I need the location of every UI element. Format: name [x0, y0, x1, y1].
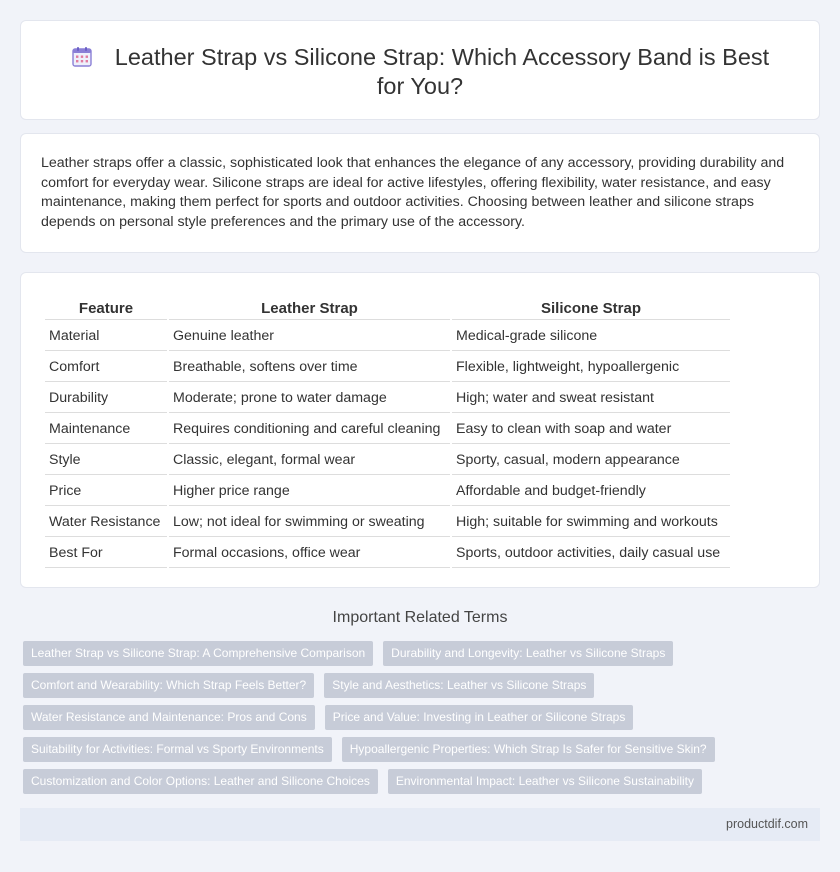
table-row [45, 353, 730, 382]
related-term-tag[interactable]: Environmental Impact: Leather vs Silicone Sustainability [388, 769, 702, 794]
table-row [45, 477, 730, 506]
header-card [20, 20, 820, 120]
tag-row [23, 705, 823, 737]
tag-row [23, 641, 823, 673]
comparison-table [43, 295, 732, 570]
cell-silicone: Easy to clean with soap and water [452, 415, 730, 444]
cell-silicone: Flexible, lightweight, hypoallergenic [452, 353, 730, 382]
header-feature: Feature [45, 297, 167, 320]
table-row [45, 508, 730, 537]
cell-leather: Breathable, softens over time [169, 353, 450, 382]
cell-silicone: Sporty, casual, modern appearance [452, 446, 730, 475]
table-row [45, 322, 730, 351]
header-silicone: Silicone Strap [452, 297, 730, 320]
cell-leather: Low; not ideal for swimming or sweating [169, 508, 450, 537]
footer [20, 808, 820, 841]
header-leather: Leather Strap [169, 297, 450, 320]
cell-leather: Formal occasions, office wear [169, 539, 450, 568]
table-row [45, 446, 730, 475]
cell-feature: Comfort [45, 353, 167, 382]
cell-feature: Style [45, 446, 167, 475]
cell-leather: Higher price range [169, 477, 450, 506]
title-wrap [21, 43, 819, 101]
related-terms-tags [23, 641, 823, 801]
table-header-row [45, 297, 730, 320]
cell-feature: Durability [45, 384, 167, 413]
cell-leather: Requires conditioning and careful cleaning [169, 415, 450, 444]
related-term-tag[interactable]: Comfort and Wearability: Which Strap Feels Better? [23, 673, 314, 698]
cell-feature: Best For [45, 539, 167, 568]
cell-feature: Price [45, 477, 167, 506]
related-term-tag[interactable]: Durability and Longevity: Leather vs Silicone Straps [383, 641, 673, 666]
related-term-tag[interactable]: Water Resistance and Maintenance: Pros and Cons [23, 705, 315, 730]
cell-silicone: Sports, outdoor activities, daily casual use [452, 539, 730, 568]
tag-row [23, 673, 823, 705]
page-title-text: Leather Strap vs Silicone Strap: Which Accessory Band is Best for You? [114, 44, 770, 99]
table-row [45, 415, 730, 444]
page-title [61, 43, 779, 101]
tag-row [23, 737, 823, 769]
cell-leather: Genuine leather [169, 322, 450, 351]
cell-silicone: Affordable and budget-friendly [452, 477, 730, 506]
intro-card [20, 133, 820, 253]
cell-feature: Maintenance [45, 415, 167, 444]
cell-silicone: High; water and sweat resistant [452, 384, 730, 413]
cell-feature: Water Resistance [45, 508, 167, 537]
related-term-tag[interactable]: Customization and Color Options: Leather and Silicone Choices [23, 769, 378, 794]
related-term-tag[interactable]: Leather Strap vs Silicone Strap: A Comprehensive Comparison [23, 641, 373, 666]
comparison-card [20, 272, 820, 588]
cell-leather: Moderate; prone to water damage [169, 384, 450, 413]
cell-silicone: Medical-grade silicone [452, 322, 730, 351]
related-terms-title: Important Related Terms [332, 609, 508, 626]
calendar-icon [71, 46, 93, 68]
related-term-tag[interactable]: Price and Value: Investing in Leather or Silicone Straps [325, 705, 634, 730]
intro-paragraph: Leather straps offer a classic, sophisticated look that enhances the elegance of any accessory, providing durability and comfort for everyday wear. Silicone straps are ideal for active lifestyles, offering flexibility, water resistance, and easy maintenance, making them perfect for sports and outdoor activities. Choosing between leather and silicone straps depends on personal style preferences and the primary use of the accessory. [41, 155, 785, 230]
related-term-tag[interactable]: Suitability for Activities: Formal vs Sporty Environments [23, 737, 332, 762]
cell-silicone: High; suitable for swimming and workouts [452, 508, 730, 537]
cell-feature: Material [45, 322, 167, 351]
cell-leather: Classic, elegant, formal wear [169, 446, 450, 475]
tag-row [23, 769, 823, 801]
table-row [45, 384, 730, 413]
related-term-tag[interactable]: Hypoallergenic Properties: Which Strap Is Safer for Sensitive Skin? [342, 737, 715, 762]
table-row [45, 539, 730, 568]
footer-site-link[interactable]: productdif.com [726, 817, 808, 831]
related-term-tag[interactable]: Style and Aesthetics: Leather vs Silicone Straps [324, 673, 594, 698]
